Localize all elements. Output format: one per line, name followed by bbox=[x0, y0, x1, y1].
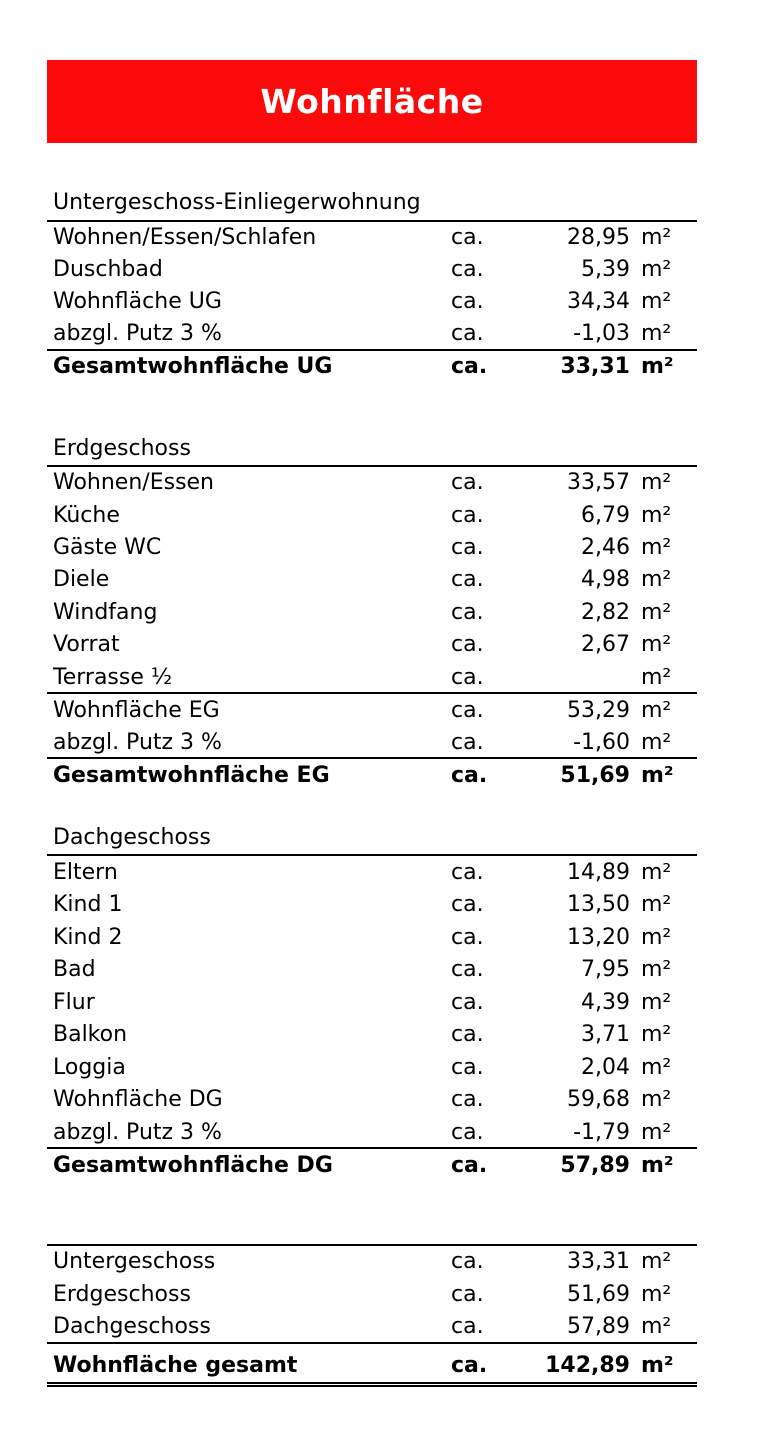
row-approx: ca. bbox=[451, 1022, 484, 1047]
row-value: 4,98 bbox=[581, 567, 630, 592]
row-label: Gesamtwohnfläche EG bbox=[53, 763, 330, 788]
table-row bbox=[47, 1350, 697, 1382]
table-row bbox=[47, 889, 697, 921]
table-row bbox=[47, 1246, 697, 1278]
row-approx: ca. bbox=[451, 289, 484, 314]
table-row bbox=[47, 500, 697, 532]
row-value: 57,89 bbox=[560, 1153, 630, 1178]
row-approx: ca. bbox=[451, 1120, 484, 1145]
row-approx: ca. bbox=[451, 1282, 484, 1307]
row-value: 51,69 bbox=[560, 763, 630, 788]
table-row bbox=[47, 1084, 697, 1116]
row-unit: m² bbox=[641, 1055, 672, 1080]
row-label: Wohnfläche UG bbox=[53, 289, 222, 314]
row-unit: m² bbox=[641, 1314, 672, 1339]
row-unit: m² bbox=[641, 860, 672, 885]
row-label: Flur bbox=[53, 990, 95, 1015]
row-unit: m² bbox=[641, 957, 672, 982]
table-row bbox=[47, 532, 697, 564]
row-approx: ca. bbox=[451, 1087, 484, 1112]
row-unit: m² bbox=[641, 225, 672, 250]
table-row bbox=[47, 1279, 697, 1311]
row-unit: m² bbox=[641, 1153, 674, 1178]
row-approx: ca. bbox=[451, 503, 484, 528]
row-unit: m² bbox=[641, 1087, 672, 1112]
row-value: 3,71 bbox=[581, 1022, 630, 1047]
row-value: 34,34 bbox=[567, 289, 630, 314]
table-row bbox=[47, 1019, 697, 1051]
row-value: 33,31 bbox=[560, 354, 630, 379]
row-unit: m² bbox=[641, 470, 672, 495]
row-approx: ca. bbox=[451, 763, 488, 788]
row-label: Küche bbox=[53, 503, 120, 528]
table-row bbox=[47, 954, 697, 986]
row-approx: ca. bbox=[451, 1353, 488, 1378]
section-heading-dg: Dachgeschoss bbox=[53, 825, 211, 850]
row-label: Wohnfläche gesamt bbox=[53, 1353, 298, 1378]
table-row bbox=[47, 597, 697, 629]
row-value: 7,95 bbox=[581, 957, 630, 982]
row-label: Gesamtwohnfläche UG bbox=[53, 354, 333, 379]
row-label: Untergeschoss bbox=[53, 1249, 216, 1274]
table-row bbox=[47, 987, 697, 1019]
table-row bbox=[47, 222, 697, 254]
row-approx: ca. bbox=[451, 257, 484, 282]
row-value: 5,39 bbox=[581, 257, 630, 282]
row-value: 2,67 bbox=[581, 632, 630, 657]
row-value: 4,39 bbox=[581, 990, 630, 1015]
page-title: Wohnfläche bbox=[260, 82, 484, 121]
row-label: Balkon bbox=[53, 1022, 128, 1047]
table-row bbox=[47, 564, 697, 596]
table-row bbox=[47, 695, 697, 727]
row-label: Loggia bbox=[53, 1055, 126, 1080]
row-value: 57,89 bbox=[567, 1314, 630, 1339]
row-value: 51,69 bbox=[567, 1282, 630, 1307]
rule-eg-total bbox=[47, 757, 697, 759]
row-unit: m² bbox=[641, 1282, 672, 1307]
row-label: Gäste WC bbox=[53, 535, 162, 560]
row-approx: ca. bbox=[451, 860, 484, 885]
row-label: abzgl. Putz 3 % bbox=[53, 321, 222, 346]
section-heading-ug: Untergeschoss-Einliegerwohnung bbox=[53, 190, 421, 215]
row-label: Diele bbox=[53, 567, 110, 592]
row-unit: m² bbox=[641, 990, 672, 1015]
row-unit: m² bbox=[641, 321, 672, 346]
row-unit: m² bbox=[641, 1249, 672, 1274]
row-approx: ca. bbox=[451, 1314, 484, 1339]
row-label: Windfang bbox=[53, 600, 158, 625]
row-unit: m² bbox=[641, 632, 672, 657]
row-value: -1,60 bbox=[573, 730, 630, 755]
table-row bbox=[47, 922, 697, 954]
row-label: Wohnen/Essen/Schlafen bbox=[53, 225, 317, 250]
table-row bbox=[47, 629, 697, 661]
table-row bbox=[47, 254, 697, 286]
table-row bbox=[47, 760, 697, 792]
row-label: Terrasse ½ bbox=[53, 665, 173, 690]
row-label: abzgl. Putz 3 % bbox=[53, 1120, 222, 1145]
row-label: Kind 1 bbox=[53, 892, 123, 917]
row-value: 2,04 bbox=[581, 1055, 630, 1080]
row-approx: ca. bbox=[451, 225, 484, 250]
row-approx: ca. bbox=[451, 925, 484, 950]
row-label: Bad bbox=[53, 957, 96, 982]
row-value: -1,03 bbox=[573, 321, 630, 346]
table-row bbox=[47, 286, 697, 318]
row-approx: ca. bbox=[451, 1055, 484, 1080]
row-value: 53,29 bbox=[567, 698, 630, 723]
row-label: Erdgeschoss bbox=[53, 1282, 191, 1307]
row-value: -1,79 bbox=[573, 1120, 630, 1145]
row-approx: ca. bbox=[451, 600, 484, 625]
table-row bbox=[47, 467, 697, 499]
rule-ug-total bbox=[47, 349, 697, 351]
row-approx: ca. bbox=[451, 354, 488, 379]
row-unit: m² bbox=[641, 892, 672, 917]
row-label: Eltern bbox=[53, 860, 118, 885]
row-label: Wohnen/Essen bbox=[53, 470, 215, 495]
table-row bbox=[47, 1311, 697, 1343]
title-banner bbox=[47, 60, 697, 143]
row-label: Wohnfläche EG bbox=[53, 698, 220, 723]
row-value: 33,31 bbox=[567, 1249, 630, 1274]
row-approx: ca. bbox=[451, 1153, 488, 1178]
row-unit: m² bbox=[641, 354, 674, 379]
row-label: Gesamtwohnfläche DG bbox=[53, 1153, 333, 1178]
rule-double-underline bbox=[47, 1382, 697, 1387]
row-value: 6,79 bbox=[581, 503, 630, 528]
table-row bbox=[47, 727, 697, 759]
row-unit: m² bbox=[641, 503, 672, 528]
table-row bbox=[47, 1052, 697, 1084]
table-row bbox=[47, 351, 697, 383]
row-approx: ca. bbox=[451, 470, 484, 495]
row-approx: ca. bbox=[451, 698, 484, 723]
row-label: Wohnfläche DG bbox=[53, 1087, 223, 1112]
row-label: Dachgeschoss bbox=[53, 1314, 211, 1339]
row-unit: m² bbox=[641, 567, 672, 592]
row-value: 2,46 bbox=[581, 535, 630, 560]
table-row bbox=[47, 662, 697, 694]
row-value: 59,68 bbox=[567, 1087, 630, 1112]
row-label: Duschbad bbox=[53, 257, 163, 282]
table-row bbox=[47, 1117, 697, 1149]
row-approx: ca. bbox=[451, 567, 484, 592]
row-value: 33,57 bbox=[567, 470, 630, 495]
row-unit: m² bbox=[641, 698, 672, 723]
row-unit: m² bbox=[641, 535, 672, 560]
row-approx: ca. bbox=[451, 632, 484, 657]
row-unit: m² bbox=[641, 763, 674, 788]
row-approx: ca. bbox=[451, 730, 484, 755]
row-approx: ca. bbox=[451, 892, 484, 917]
row-approx: ca. bbox=[451, 535, 484, 560]
row-value: 28,95 bbox=[567, 225, 630, 250]
row-approx: ca. bbox=[451, 990, 484, 1015]
row-unit: m² bbox=[641, 1022, 672, 1047]
rule-eg-subtotal bbox=[47, 692, 697, 694]
rule-dg-top bbox=[47, 854, 697, 856]
row-value: 142,89 bbox=[545, 1353, 630, 1378]
row-approx: ca. bbox=[451, 957, 484, 982]
row-unit: m² bbox=[641, 600, 672, 625]
rule-dg-total bbox=[47, 1147, 697, 1149]
row-unit: m² bbox=[641, 289, 672, 314]
row-unit: m² bbox=[641, 1353, 674, 1378]
table-row bbox=[47, 318, 697, 350]
row-approx: ca. bbox=[451, 1249, 484, 1274]
row-approx: ca. bbox=[451, 321, 484, 346]
row-value: 13,20 bbox=[567, 925, 630, 950]
row-unit: m² bbox=[641, 257, 672, 282]
rule-summary-total bbox=[47, 1342, 697, 1344]
row-label: abzgl. Putz 3 % bbox=[53, 730, 222, 755]
row-approx: ca. bbox=[451, 665, 484, 690]
row-unit: m² bbox=[641, 730, 672, 755]
table-row bbox=[47, 1150, 697, 1182]
row-value: 14,89 bbox=[567, 860, 630, 885]
row-unit: m² bbox=[641, 665, 672, 690]
row-unit: m² bbox=[641, 925, 672, 950]
row-value: 13,50 bbox=[567, 892, 630, 917]
row-unit: m² bbox=[641, 1120, 672, 1145]
row-label: Kind 2 bbox=[53, 925, 123, 950]
row-label: Vorrat bbox=[53, 632, 120, 657]
table-row bbox=[47, 857, 697, 889]
row-value: 2,82 bbox=[581, 600, 630, 625]
section-heading-eg: Erdgeschoss bbox=[53, 436, 191, 461]
